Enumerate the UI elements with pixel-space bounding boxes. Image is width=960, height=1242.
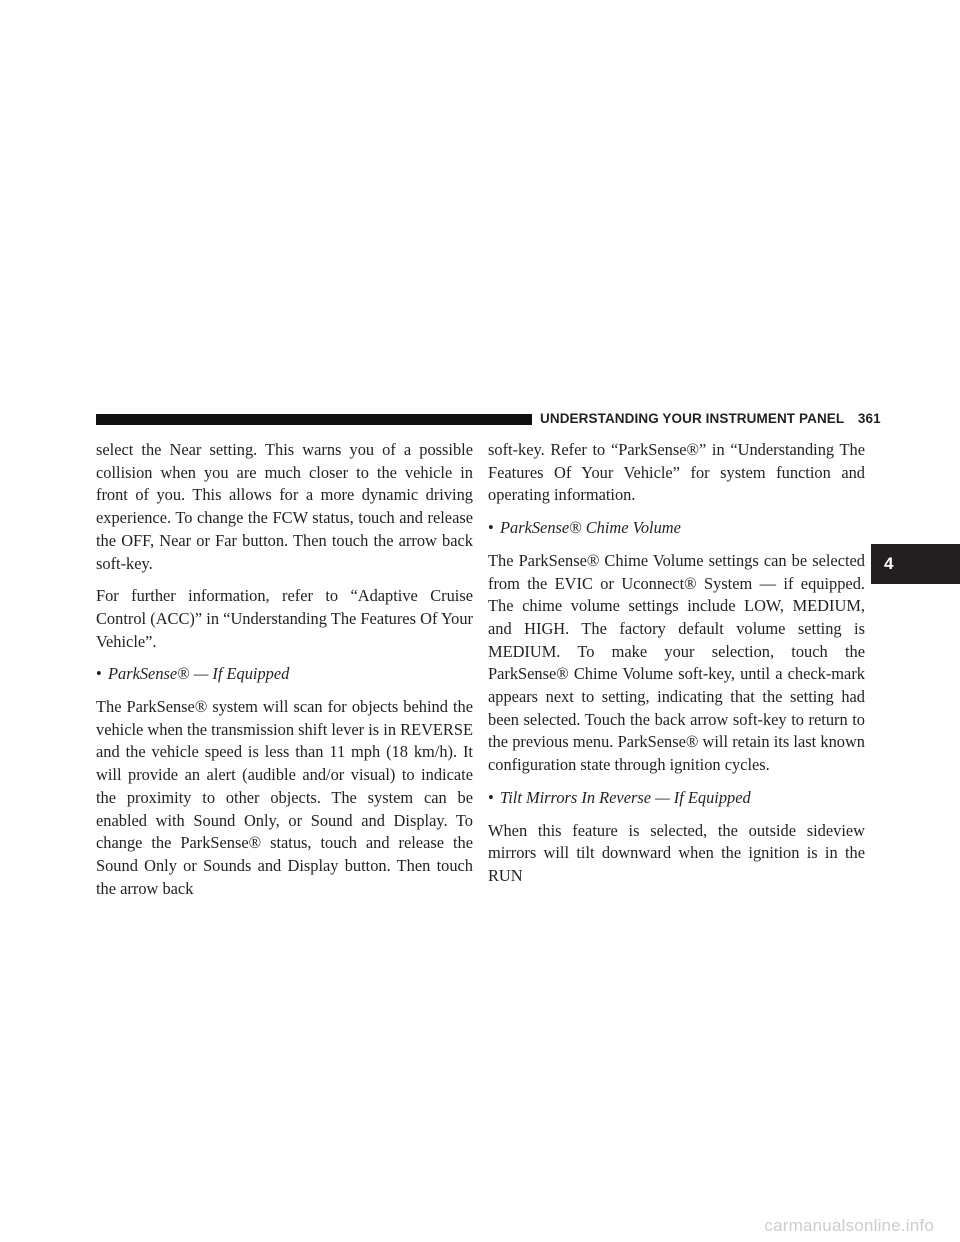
body-paragraph: For further information, refer to “Adaptive Cruise Control (ACC)” in “Understanding The Features Of Your Vehicle”. [96,586,473,651]
bullet-glyph: • [488,518,494,538]
bullet-heading [488,517,865,540]
bullet-glyph: • [96,664,102,684]
right-column [488,439,865,898]
body-paragraph: When this feature is selected, the outside sideview mirrors will tilt downward when the ignition is in the RUN [488,820,865,885]
watermark: carmanualsonline.info [764,1216,934,1235]
body-paragraph: The ParkSense® Chime Volume settings can be selected from the EVIC or Uconnect® System — if equipped. The chime volume settings include LOW, MEDIUM, and HIGH. The factory default volume setting is MEDIUM. To make your selection, touch the ParkSense® Chime Volume soft-key, until a check-mark appears next to setting, indicating that the setting had been selected. Touch the back arrow soft-key to return to the previous menu. ParkSense® will retain its last known configuration state through ignition cycles. [488,550,865,775]
bullet-glyph: • [488,787,494,807]
header-rule [96,414,532,425]
running-header [540,409,881,429]
bullet-heading-text: ParkSense® — If Equipped [108,664,290,684]
bullet-heading-text: ParkSense® Chime Volume [500,518,681,538]
bullet-heading [96,663,473,686]
body-paragraph: The ParkSense® system will scan for objects behind the vehicle when the transmission shift lever is in REVERSE and the vehicle speed is less than 11 mph (18 km/h). It will provide an alert (audible and/or visual) to indicate the proximity to other objects. The system can be enabled with Sound Only, or Sound and Display. To change the ParkSense® status, touch and release the Sound Only or Sounds and Display button. Then touch the arrow back [96,697,473,898]
chapter-tab: 4 [871,544,960,584]
body-paragraph: select the Near setting. This warns you of a possible collision when you are much closer to the vehicle in front of you. This allows for a more dynamic driving experience. To change the FCW status, touch and release the OFF, Near or Far button. Then touch the arrow back soft-key. [96,440,473,573]
bullet-heading [488,787,865,810]
bullet-heading-text: Tilt Mirrors In Reverse — If Equipped [500,787,751,807]
body-paragraph: soft-key. Refer to “ParkSense®” in “Understanding The Features Of Your Vehicle” for system function and operating information. [488,440,865,505]
left-column [96,439,473,910]
section-title: UNDERSTANDING YOUR INSTRUMENT PANEL [540,411,845,426]
page-number: 361 [857,411,881,426]
